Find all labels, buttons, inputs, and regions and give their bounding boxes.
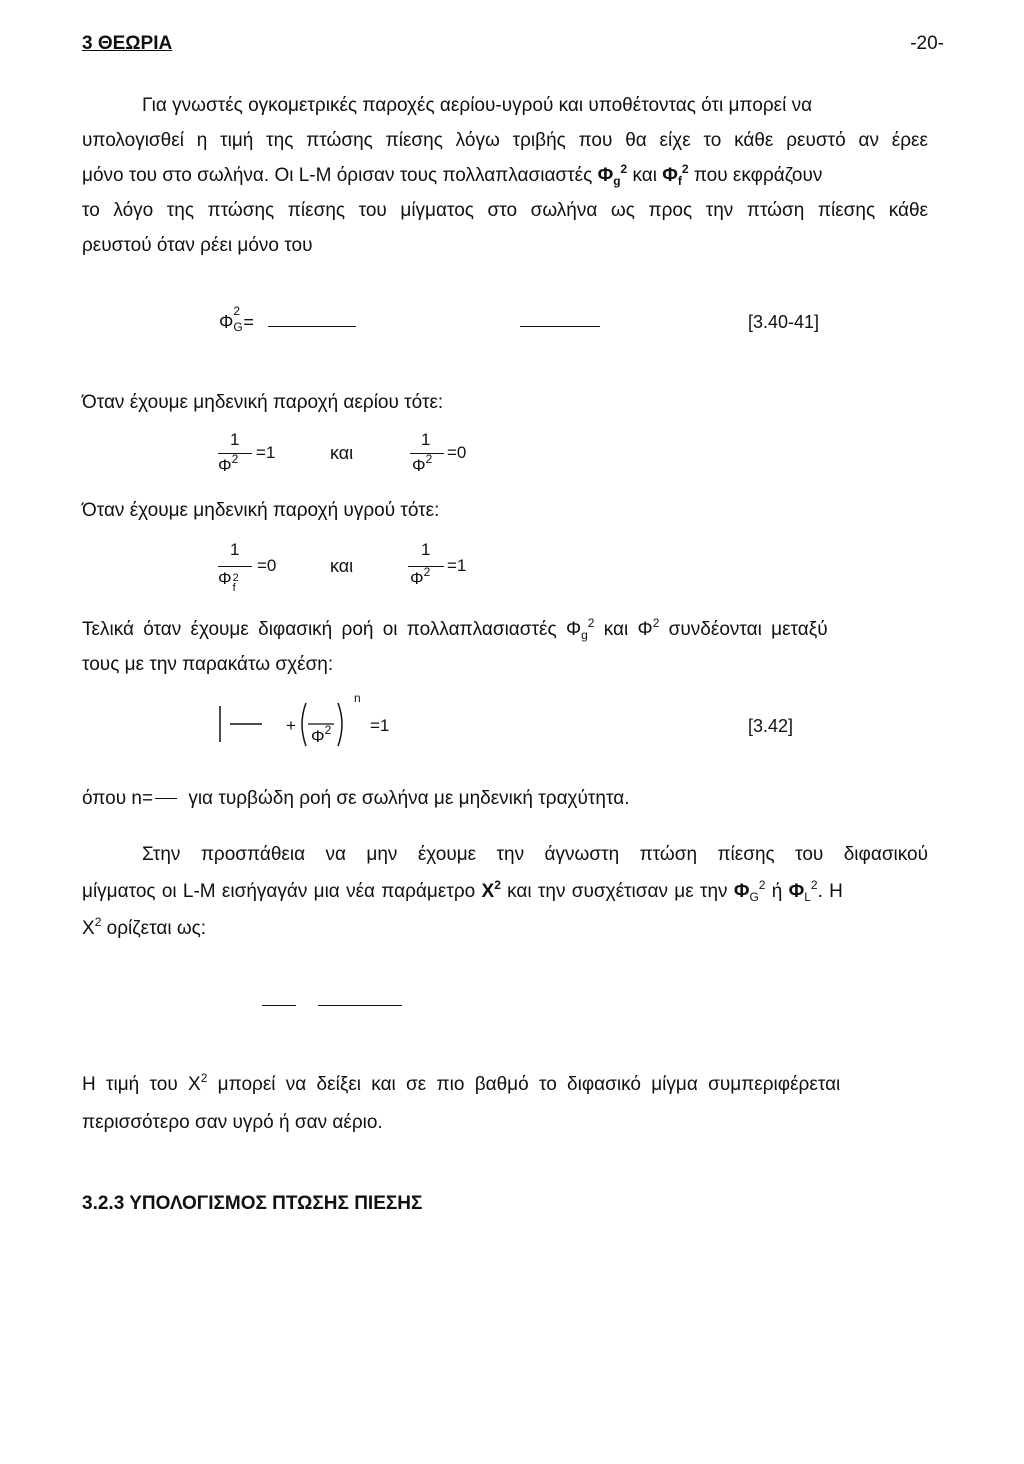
text: Η τιμή του xyxy=(82,1074,178,1095)
phi-symbol: Φ xyxy=(218,569,232,588)
text-kai: και xyxy=(632,165,657,186)
subscript-f: f xyxy=(232,582,236,594)
fraction-numerator: 1 xyxy=(421,430,431,449)
subscript-g: G xyxy=(749,890,759,904)
zero-gas-caption: Όταν έχουμε μηδενική παροχή αερίου τότε: xyxy=(82,392,444,413)
phi-symbol: Φ xyxy=(410,569,424,588)
plus-sign: + xyxy=(286,716,296,735)
equals-value: =0 xyxy=(257,556,277,575)
superscript-2: 2 xyxy=(94,915,102,929)
superscript-2: 2 xyxy=(231,452,239,466)
subscript-f: f xyxy=(677,174,682,188)
section-header: 3 ΘΕΩΡΙΑ xyxy=(82,33,173,54)
superscript-2: 2 xyxy=(200,1071,208,1085)
fraction-numerator: 1 xyxy=(421,540,431,559)
phi-symbol: Φ xyxy=(637,619,653,640)
text: μόνο του στο σωλήνα. Οι L-M όρισαν τους πολλαπλασιαστές xyxy=(82,165,593,186)
equals-sign: = xyxy=(243,312,254,332)
text: συνδέονται μεταξύ xyxy=(668,619,828,640)
chi-symbol: Χ xyxy=(481,881,495,902)
subscript-g: g xyxy=(581,628,588,642)
phi-symbol: Φ xyxy=(219,312,234,332)
equals-value: =0 xyxy=(447,443,467,462)
phi-symbol: Φ xyxy=(218,456,232,475)
where-line xyxy=(82,788,629,810)
paragraph-2-line-2: τους με την παρακάτω σχέση: xyxy=(82,654,334,675)
paragraph-1-line-2: υπολογισθεί η τιμή της πτώσης πίεσης λόγω τριβής που θα είχε το κάθε ρευστό αν έρεε xyxy=(82,130,928,151)
paragraph-4 xyxy=(82,1066,928,1142)
paragraph-1-line-5: ρευστού όταν ρέει μόνο του xyxy=(82,235,313,256)
fraction-denominator xyxy=(412,452,433,476)
text: Για γνωστές ογκομετρικές παροχές αερίου-υγρού και υποθέτοντας ότι μπορεί να xyxy=(142,95,813,116)
superscript-2: 2 xyxy=(425,452,433,466)
chi-symbol: Χ xyxy=(82,918,95,939)
paragraph-2 xyxy=(82,612,928,682)
equation-3-40-41 xyxy=(219,304,254,334)
superscript-2: 2 xyxy=(233,304,241,318)
equals-value: =1 xyxy=(370,716,390,735)
text: όπου n= xyxy=(82,788,154,809)
fraction-denominator xyxy=(311,723,332,747)
paragraph-4-line-2: περισσότερο σαν υγρό ή σαν αέριο. xyxy=(82,1112,383,1133)
subscript-g: G xyxy=(233,320,243,334)
equation-label: [3.40-41] xyxy=(748,312,820,332)
equation-label: [3.42] xyxy=(748,716,794,736)
paragraph-1-line-1 xyxy=(82,88,928,123)
text-kai: και xyxy=(603,619,629,640)
text: για τυρβώδη ροή σε σωλήνα με μηδενική τραχύτητα. xyxy=(188,788,630,809)
paragraph-4-line-1 xyxy=(82,1066,928,1104)
superscript-2: 2 xyxy=(423,565,431,579)
subscript-l: L xyxy=(804,890,811,904)
superscript-2: 2 xyxy=(620,162,628,176)
chi-symbol: Χ xyxy=(188,1074,201,1095)
text: μπορεί να δείξει και σε πιο βαθμό το διφασικό μίγμα συμπεριφέρεται xyxy=(217,1074,841,1095)
text: . Η xyxy=(817,881,843,902)
text-or: ή xyxy=(771,881,783,902)
phi-symbol: Φ xyxy=(662,165,678,186)
section-heading: 3.2.3 ΥΠΟΛΟΓΙΣΜΟΣ ΠΤΩΣΗΣ ΠΙΕΣΗΣ xyxy=(82,1193,423,1214)
phi-symbol: Φ xyxy=(565,619,582,640)
superscript-2: 2 xyxy=(232,572,239,584)
phi-symbol: Φ xyxy=(597,165,614,186)
fraction-bar xyxy=(218,566,252,567)
fraction-bar xyxy=(155,798,177,799)
paragraph-3-line-1: Στην προσπάθεια να μην έχουμε την άγνωστη πτώση πίεσης του διφασικού xyxy=(142,844,928,865)
fraction-bar xyxy=(520,326,600,327)
paragraph-2-line-1 xyxy=(82,612,928,647)
fraction-bar xyxy=(268,326,356,327)
equals-value: =1 xyxy=(256,443,276,462)
paragraph-1-line-4: το λόγο της πτώσης πίεσης του μίγματος στο σωλήνα ως προς την πτώση πίεσης κάθε xyxy=(82,200,928,221)
fraction-bar xyxy=(262,1005,296,1006)
paragraph-1-line-3 xyxy=(82,158,928,193)
text: που εκφράζουν xyxy=(693,165,823,186)
paragraph-3-line-3 xyxy=(82,910,928,947)
text: μίγματος οι L-M εισήγαγάν μια νέα παράμετρο xyxy=(82,881,476,902)
text: Τελικά όταν έχουμε διφασική ροή οι πολλαπλασιαστές xyxy=(82,619,557,640)
phi-symbol: Φ xyxy=(733,881,750,902)
paragraph-3-line-2 xyxy=(82,873,928,910)
superscript-2: 2 xyxy=(810,878,818,892)
text-kai: και xyxy=(330,443,354,463)
phi-symbol: Φ xyxy=(412,456,426,475)
zero-liquid-caption: Όταν έχουμε μηδενική παροχή υγρού τότε: xyxy=(82,500,440,521)
text: και την συσχέτισαν με την xyxy=(507,881,728,902)
equals-value: =1 xyxy=(447,556,467,575)
paragraph-3 xyxy=(82,836,928,947)
fraction-bar xyxy=(318,1005,402,1006)
fraction-denominator xyxy=(218,452,239,476)
superscript-2: 2 xyxy=(324,723,332,737)
paragraph-1 xyxy=(82,88,928,263)
subscript-g: g xyxy=(613,174,621,188)
superscript-2: 2 xyxy=(494,878,501,892)
exponent-n: n xyxy=(354,691,361,705)
page-number: -20- xyxy=(910,33,944,54)
superscript-2: 2 xyxy=(652,616,660,630)
text-kai: και xyxy=(330,556,354,576)
fraction-denominator xyxy=(410,565,431,589)
fraction-numerator: 1 xyxy=(230,430,240,449)
fraction-denominator xyxy=(218,569,241,594)
superscript-2: 2 xyxy=(587,616,595,630)
superscript-2: 2 xyxy=(681,162,689,176)
fraction-numerator: 1 xyxy=(230,540,240,559)
text: ορίζεται ως: xyxy=(106,918,207,939)
phi-symbol: Φ xyxy=(311,727,325,746)
superscript-2: 2 xyxy=(758,878,766,892)
phi-symbol: Φ xyxy=(788,881,805,902)
